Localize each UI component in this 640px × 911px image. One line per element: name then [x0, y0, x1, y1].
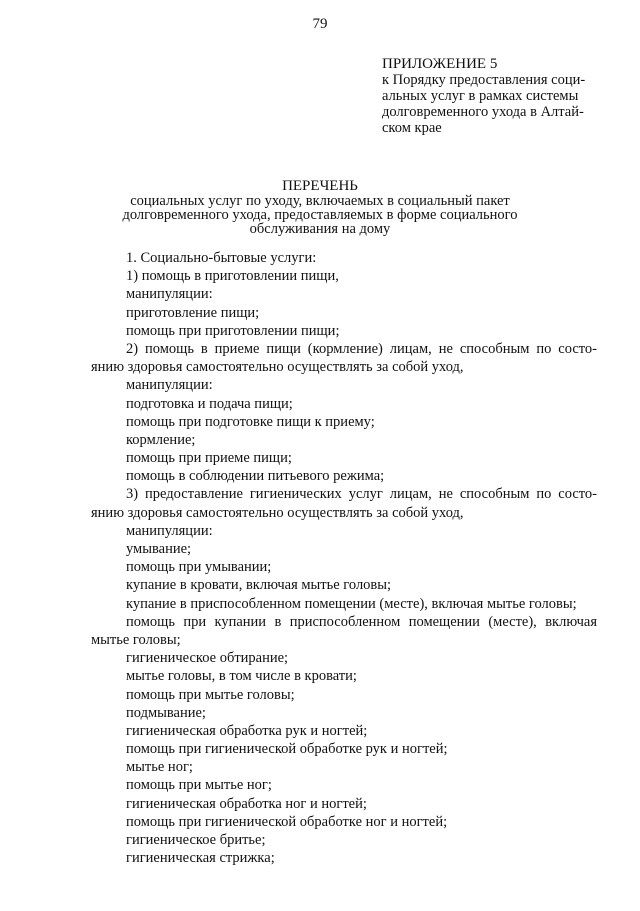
subtitle-line: долговременного ухода, предоставляемых в форме социального [122, 207, 518, 223]
manipulation-item: подготовка и подача пищи; [126, 395, 293, 412]
appendix-line: долговременного ухода в Алтай- [382, 104, 584, 120]
manipulation-item: подмывание; [126, 704, 206, 721]
manipulation-item: помощь при купании в приспособленном помещении (месте), включая [126, 613, 597, 630]
service-item: 1) помощь в приготовлении пищи, [126, 268, 339, 285]
appendix-line: ском крае [382, 120, 442, 136]
manipulation-item-continuation: мытье головы; [91, 631, 181, 648]
manipulation-item: гигиеническое бритье; [126, 832, 266, 848]
section-heading: 1. Социально-бытовые услуги: [126, 250, 317, 266]
list-subtitle [0, 194, 640, 236]
appendix-line: альных услуг в рамках системы [382, 88, 579, 104]
appendix-title: ПРИЛОЖЕНИЕ 5 [382, 56, 498, 72]
manipulation-item: помощь при мытье ног; [126, 777, 272, 794]
manipulation-item: помощь при мытье головы; [126, 686, 295, 703]
manipulation-item: помощь в соблюдении питьевого режима; [126, 468, 385, 485]
manipulation-item: гигиеническая обработка рук и ногтей; [126, 722, 368, 739]
service-item: 2) помощь в приеме пищи (кормление) лицам, не способным по состо- [126, 340, 597, 357]
manipulation-item: помощь при умывании; [126, 559, 272, 576]
appendix-line: к Порядку предоставления соци- [382, 72, 586, 88]
subtitle-line: обслуживания на дому [249, 221, 391, 237]
manipulation-item: помощь при гигиенической обработке рук и ногтей; [126, 741, 448, 758]
manipulation-item: купание в кровати, включая мытье головы; [126, 577, 392, 594]
manipulation-item: мытье ног; [126, 759, 193, 776]
manipulation-item: помощь при приготовлении пищи; [126, 322, 340, 339]
manipulation-item: помощь при гигиенической обработке ног и ногтей; [126, 813, 448, 830]
manipulation-item: гигиеническое обтирание; [126, 650, 289, 667]
manipulation-item: приготовление пищи; [126, 304, 260, 321]
service-item-continuation: янию здоровья самостоятельно осуществлять за собой уход, [91, 504, 464, 521]
manipulation-item: гигиеническая стрижка; [126, 850, 275, 867]
manipulation-item: кормление; [126, 431, 196, 448]
manipulations-label: манипуляции: [126, 522, 213, 539]
manipulations-label: манипуляции: [126, 377, 213, 394]
manipulation-item: помощь при подготовке пищи к приему; [126, 413, 375, 430]
manipulations-label: манипуляции: [126, 286, 213, 303]
list-title: ПЕРЕЧЕНЬ [282, 178, 358, 194]
service-item-continuation: янию здоровья самостоятельно осуществлять за собой уход, [91, 359, 464, 376]
subtitle-line: социальных услуг по уходу, включаемых в социальный пакет [130, 193, 510, 209]
manipulation-item: мытье головы, в том числе в кровати; [126, 668, 357, 685]
manipulation-item: гигиеническая обработка ног и ногтей; [126, 795, 367, 812]
manipulation-item: умывание; [126, 541, 192, 557]
manipulation-item: купание в приспособленном помещении (месте), включая мытье головы; [126, 595, 577, 612]
manipulation-item: помощь при приеме пищи; [126, 450, 292, 467]
page-number: 79 [312, 16, 328, 32]
service-item: 3) предоставление гигиенических услуг лицам, не способным по состо- [126, 486, 597, 503]
appendix-header [382, 56, 602, 136]
document-body [91, 249, 597, 867]
